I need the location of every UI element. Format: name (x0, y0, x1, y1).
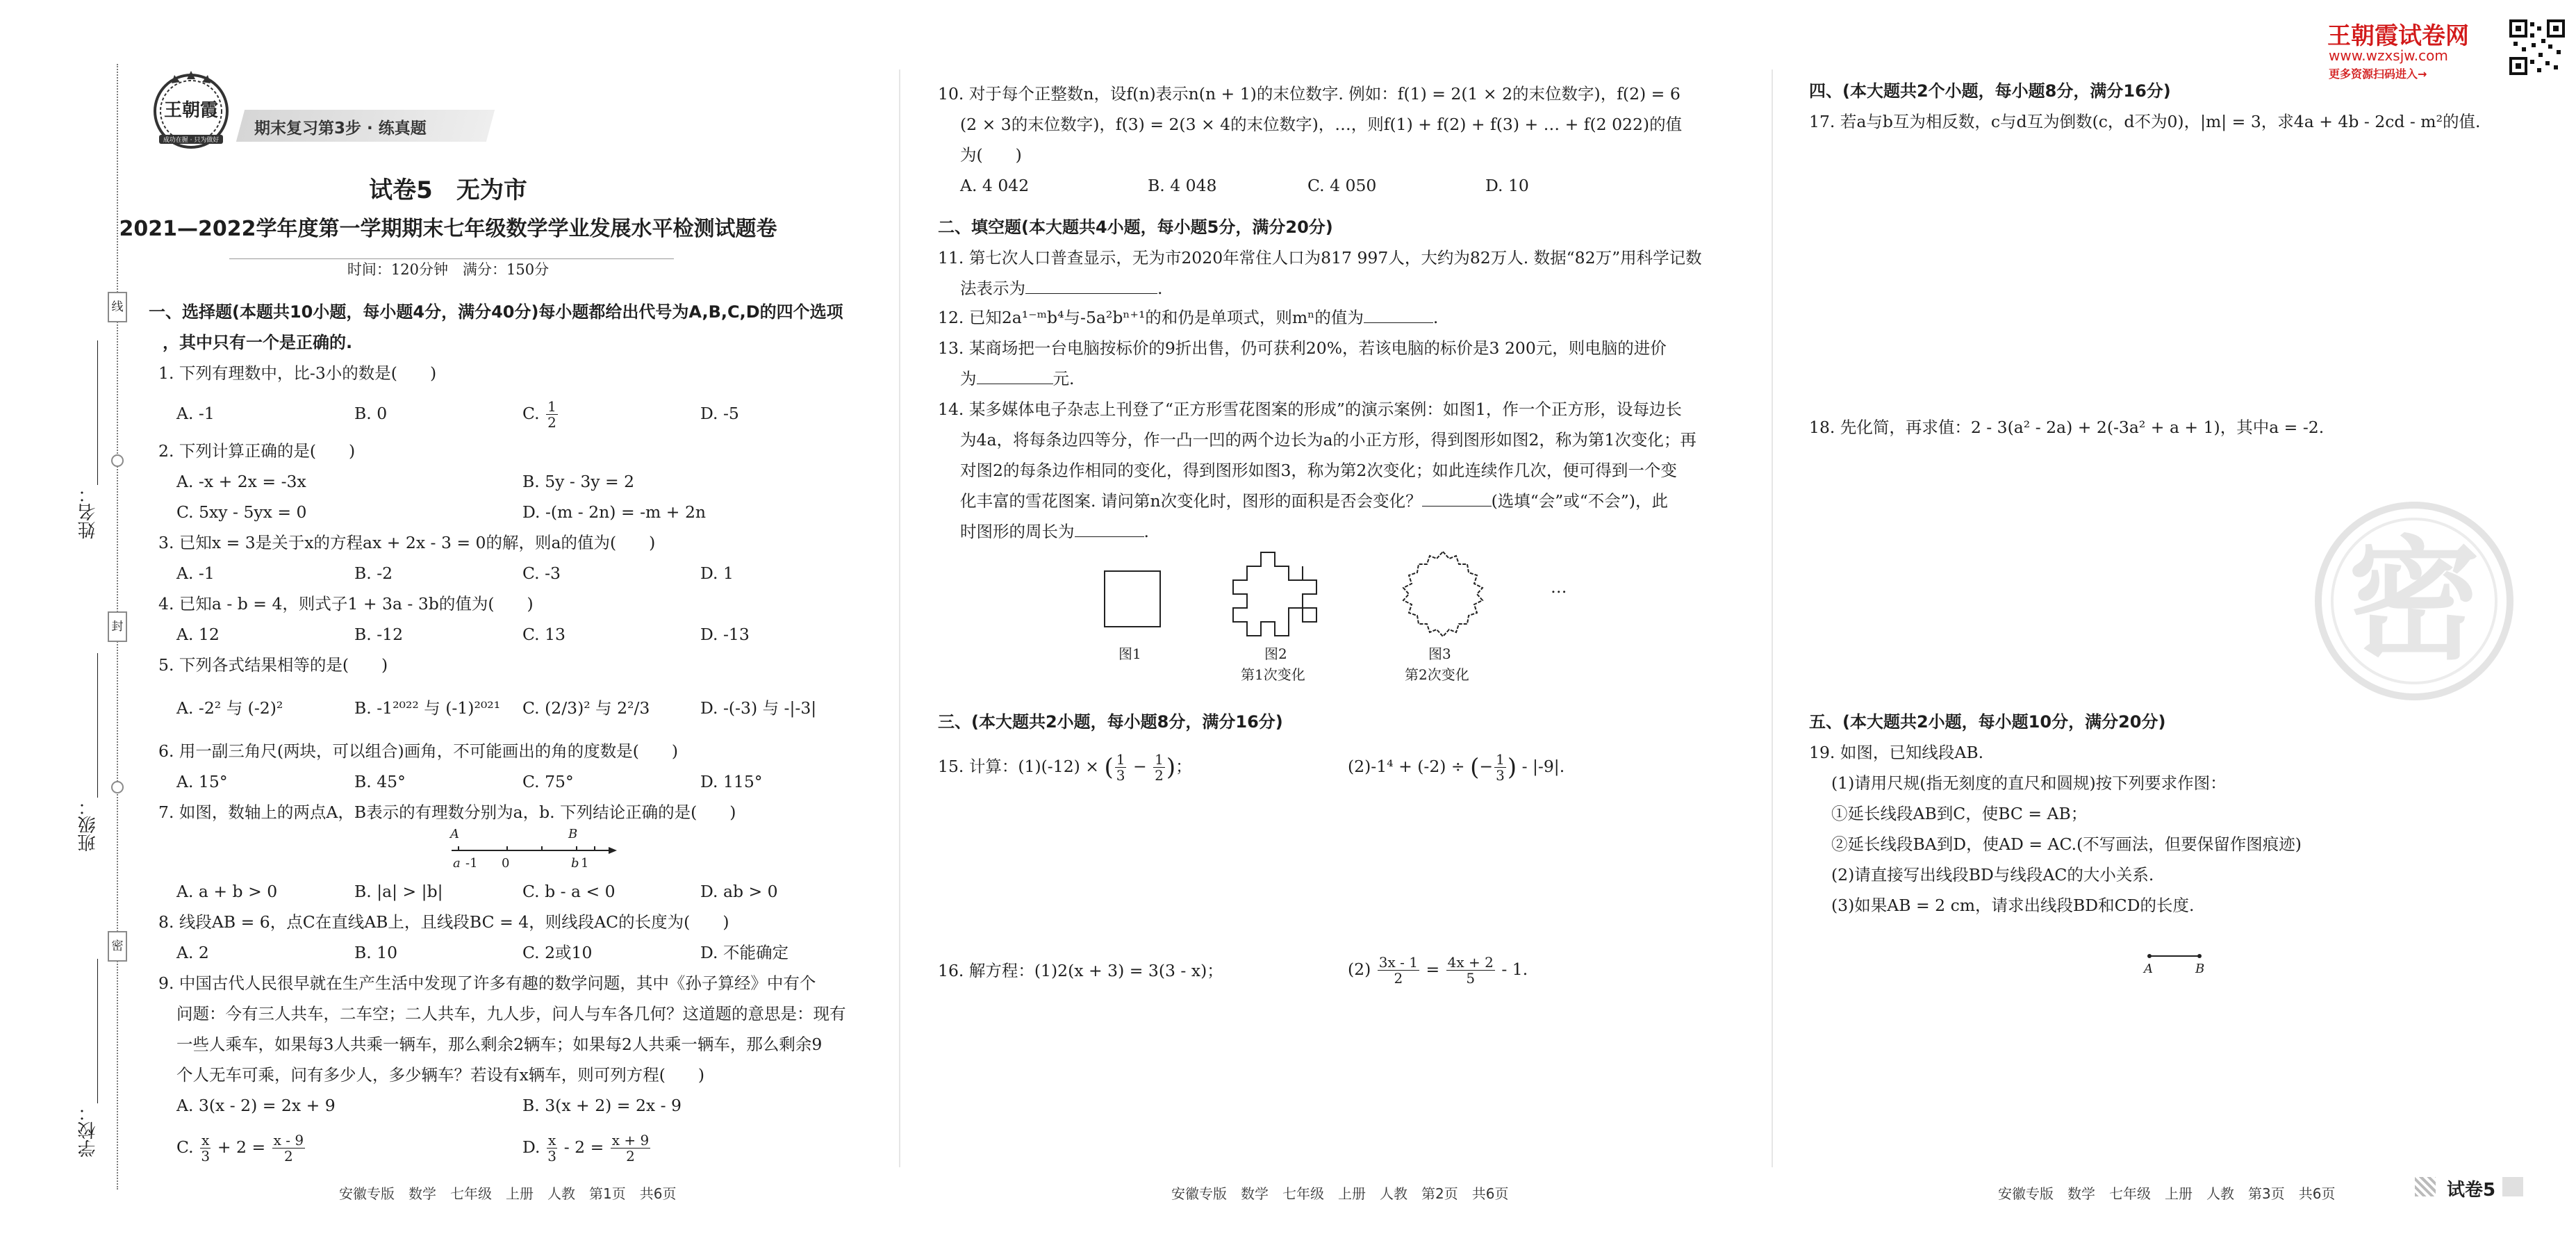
axis-point-a: A (450, 827, 459, 841)
q10-line3: 为( ) (960, 145, 1022, 165)
q19-stem: 19. 如图，已知线段AB. (1809, 743, 1984, 762)
q1-option-c: C. $\frac{1}{2}$ (522, 398, 556, 431)
q5-option-c: C. (2/3)² 与 2²/3 (522, 698, 650, 718)
q3-option-a: A. -1 (176, 563, 215, 583)
binding-hole (111, 781, 124, 793)
q9-line4: 个人无车可乘，问有多少人，多少辆车？若设有x辆车，则可列方程( ) (176, 1065, 705, 1085)
q6-option-b: B. 45° (354, 772, 406, 791)
column-divider (1772, 69, 1773, 1167)
axis-label-minus-one: -1 (465, 856, 478, 871)
q12: 12. 已知2a¹⁻ᵐb⁴与-5a²bⁿ⁺¹的和仍是单项式，则mⁿ的值为 . (938, 308, 1439, 327)
q9-line2: 问题：今有三人共车，二车空；二人共车，九人步，问人与车各几何？这道题的意思是：现有 (176, 1004, 846, 1023)
q10-option-b: B. 4 048 (1148, 176, 1217, 195)
q1-stem: 1. 下列有理数中，比-3小的数是( ) (158, 363, 437, 383)
number-line-figure (445, 827, 625, 875)
q5-option-b: B. -1²⁰²² 与 (-1)²⁰²¹ (354, 698, 501, 718)
q7-stem: 7. 如图，数轴上的两点A，B表示的有理数分别为a，b. 下列结论正确的是( ) (158, 802, 736, 822)
exam-meta: 时间：120分钟 满分：150分 (0, 258, 896, 279)
section1-heading: 一、选择题(本题共10小题，每小题4分，满分40分)每小题都给出代号为A,B,C,D的四个选项 (149, 302, 843, 322)
q3-option-c: C. -3 (522, 563, 561, 583)
q4-option-c: C. 13 (522, 625, 565, 644)
q4-option-d: D. -13 (700, 625, 750, 644)
q18: 18. 先化简，再求值：2 - 3(a² - 2a) + 2(-3a² + a + 1)，其中a = -2. (1809, 418, 2325, 437)
q16-part1: 16. 解方程：(1)2(x + 3) = 3(3 - x)； (938, 961, 1223, 980)
q2-stem: 2. 下列计算正确的是( ) (158, 441, 356, 461)
binding-hole (111, 454, 124, 467)
q3-stem: 3. 已知x = 3是关于x的方程ax + 2x - 3 = 0的解，则a的值为( ) (158, 533, 656, 552)
q9-option-d: D. $\frac{x}{3}$ - 2 = $\frac{x + 9}{2}$ (522, 1132, 650, 1164)
q10-line1: 10. 对于每个正整数n，设f(n)表示n(n + 1)的末位数字. 例如：f(1) = 2(1 × 2的末位数字)，f(2) = 6 (938, 84, 1681, 104)
binding-tag-seal: 封 (108, 611, 127, 642)
q11-line2: 法表示为 . (960, 279, 1163, 298)
q13-line1: 13. 某商场把一台电脑按标价的9折出售，仍可获利20%，若该电脑的标价是3 200元，则电脑的进价 (938, 338, 1667, 358)
q5-option-d: D. -(-3) 与 -|-3| (700, 698, 817, 718)
figure-3-snowflake (1396, 548, 1489, 641)
q6-option-d: D. 115° (700, 772, 763, 791)
review-banner-text: 期末复习第3步 · 练真题 (254, 120, 427, 138)
corner-block (2502, 1177, 2523, 1196)
q8-option-a: A. 2 (176, 943, 209, 962)
q19-part1: (1)请用尺规(指无刻度的直尺和圆规)按下列要求作图： (1831, 773, 2227, 793)
name-label: 姓名：________________ (78, 340, 99, 539)
q7-option-b: B. |a| > |b| (354, 882, 443, 901)
brand-logo (149, 68, 233, 151)
figure-3-subcaption: 第2次变化 (1405, 666, 1469, 683)
figure-ellipsis: … (1551, 577, 1567, 597)
section1-heading-cont: ，其中只有一个是正确的. (163, 333, 353, 352)
q9-option-a: A. 3(x - 2) = 2x + 9 (176, 1096, 336, 1115)
watermark-character: 密 (2347, 524, 2480, 677)
q8-option-d: D. 不能确定 (700, 943, 789, 962)
q1-option-a: A. -1 (176, 404, 215, 423)
site-promo: 更多资源扫码进入→ (2329, 67, 2427, 81)
q1-option-b: B. 0 (354, 404, 388, 423)
q3-option-b: B. -2 (354, 563, 393, 583)
binding-tag-line: 线 (108, 292, 127, 322)
exam-subtitle: 2021—2022学年度第一学期期末七年级数学学业发展水平检测试题卷 (119, 217, 777, 241)
q15-part2: (2)-1⁴ + (-2) ÷ (− $\frac{1}{3}$ ) - |-9|. (1348, 751, 1565, 784)
q11-line1: 11. 第七次人口普查显示，无为市2020年常住人口为817 997人，大约为82万人. 数据“82万”用科学记数 (938, 248, 1702, 267)
q10-option-a: A. 4 042 (960, 176, 1030, 195)
section5-heading: 五、(本大题共2小题，每小题10分，满分20分) (1809, 712, 2166, 732)
q16-part2: (2) $\frac{3x - 1}{2}$ = $\frac{4x + 2}{5}$ - 1. (1348, 954, 1528, 987)
q1-option-d: D. -5 (700, 404, 739, 423)
figure-3-caption: 图3 (1428, 645, 1451, 662)
figure-1-square (1103, 570, 1162, 628)
q2-option-a: A. -x + 2x = -3x (176, 472, 306, 491)
q4-stem: 4. 已知a - b = 4，则式子1 + 3a - 3b的值为( ) (158, 594, 534, 614)
confidential-watermark (2313, 500, 2515, 702)
figure-2-subcaption: 第1次变化 (1241, 666, 1305, 683)
q9-line3: 一些人乘车，如果每3人共乘一辆车，那么剩余2辆车；如果每2人共乘一辆车，那么剩余9 (176, 1035, 823, 1054)
q9-line1: 9. 中国古代人民很早就在生产生活中发现了许多有趣的数学问题，其中《孙子算经》中有个 (158, 973, 816, 993)
q6-stem: 6. 用一副三角尺(两块，可以组合)画角，不可能画出的角的度数是( ) (158, 741, 679, 761)
q7-option-d: D. ab > 0 (700, 882, 778, 901)
exam-title: 试卷5 无为市 (369, 176, 527, 204)
answer-blank[interactable] (1422, 506, 1492, 507)
corner-pattern-icon (2415, 1177, 2436, 1196)
page3-footer: 安徽专版 数学 七年级 上册 人教 第3页 共6页 (1998, 1185, 2336, 1202)
q13-line2: 为 元. (960, 369, 1075, 388)
q5-stem: 5. 下列各式结果相等的是( ) (158, 655, 388, 675)
q10-option-c: C. 4 050 (1307, 176, 1377, 195)
axis-label-one: 1 (581, 856, 589, 871)
page2-footer: 安徽专版 数学 七年级 上册 人教 第2页 共6页 (1171, 1185, 1509, 1202)
answer-blank[interactable] (1364, 322, 1433, 323)
axis-label-a: a (453, 856, 461, 871)
qr-code-icon[interactable] (2509, 19, 2565, 75)
q2-option-c: C. 5xy - 5yx = 0 (176, 502, 307, 522)
segment-point-b: B (2195, 962, 2205, 976)
segment-point-a: A (2144, 962, 2153, 976)
q19-part2: (2)请直接写出线段BD与线段AC的大小关系. (1831, 865, 2154, 884)
q19-part3: (3)如果AB = 2 cm，请求出线段BD和CD的长度. (1831, 896, 2195, 915)
q10-option-d: D. 10 (1485, 176, 1529, 195)
q9-option-b: B. 3(x + 2) = 2x - 9 (522, 1096, 682, 1115)
q3-option-d: D. 1 (700, 563, 734, 583)
logo-text: 王朝霞 (163, 100, 218, 121)
q14-line4: 化丰富的雪花图案. 请问第n次变化时，图形的面积是否会变化？ (选填“会”或“不会”)，此 (960, 491, 1668, 511)
axis-point-b: B (568, 827, 578, 841)
section2-heading: 二、填空题(本大题共4小题，每小题5分，满分20分) (938, 217, 1333, 237)
q8-stem: 8. 线段AB = 6，点C在直线AB上，且线段BC = 4，则线段AC的长度为( ) (158, 912, 729, 932)
q17: 17. 若a与b互为相反数，c与d互为倒数(c，d不为0)，|m| = 3，求4a + 4b - 2cd - m²的值. (1809, 112, 2481, 131)
section3-heading: 三、(本大题共2小题，每小题8分，满分16分) (938, 712, 1283, 732)
q14-line1: 14. 某多媒体电子杂志上刊登了“正方形雪花图案的形成”的演示案例：如图1，作一个正方形，设每边长 (938, 400, 1682, 419)
q5-option-a: A. -2² 与 (-2)² (176, 698, 283, 718)
figure-2-caption: 图2 (1264, 645, 1287, 662)
q2-option-b: B. 5y - 3y = 2 (522, 472, 635, 491)
class-label: 班级：________________ (78, 653, 99, 852)
segment-ab-figure (2140, 950, 2209, 985)
answer-blank[interactable] (1075, 536, 1144, 537)
q15-part1: 15. 计算：(1)(-12) × ( $\frac{1}{3}$ − $\frac{1}{2}$ )； (938, 751, 1192, 784)
q8-option-b: B. 10 (354, 943, 398, 962)
exam-number-tag: 试卷5 (2447, 1180, 2496, 1201)
q19-part1a: ①延长线段AB到C，使BC = AB； (1831, 804, 2088, 823)
q9-option-c: C. $\frac{x}{3}$ + 2 = $\frac{x - 9}{2}$ (176, 1132, 304, 1164)
page1-footer: 安徽专版 数学 七年级 上册 人教 第1页 共6页 (339, 1185, 677, 1202)
q4-option-b: B. -12 (354, 625, 404, 644)
axis-label-zero: 0 (502, 856, 510, 871)
column-divider (899, 69, 900, 1167)
binding-tag-secret: 密 (108, 931, 127, 962)
q2-option-d: D. -(m - 2n) = -m + 2n (522, 502, 707, 522)
q14-line5: 时图形的周长为 . (960, 522, 1149, 541)
figure-2-snowflake (1230, 549, 1320, 639)
section4-heading: 四、(本大题共2个小题，每小题8分，满分16分) (1809, 81, 2171, 101)
q7-option-c: C. b - a < 0 (522, 882, 616, 901)
figure-1-caption: 图1 (1118, 645, 1141, 662)
axis-label-b: b (571, 856, 579, 871)
answer-blank[interactable] (1025, 293, 1157, 294)
q4-option-a: A. 12 (176, 625, 220, 644)
q10-line2: (2 × 3的末位数字)，f(3) = 2(3 × 4的末位数字)，…，则f(1) + f(2) + f(3) + … + f(2 022)的值 (960, 115, 1683, 134)
site-name: 王朝霞试卷网 (2327, 22, 2469, 50)
school-label: 学校：________________ (78, 959, 99, 1158)
q19-part1b: ②延长线段BA到D，使AD = AC.(不写画法，但要保留作图痕迹) (1831, 834, 2302, 854)
q14-line3: 对图2的每条边作相同的变化，得到图形如图3，称为第2次变化；如此连续作几次，便可得到一个变 (960, 461, 1677, 480)
q6-option-a: A. 15° (176, 772, 228, 791)
site-url[interactable]: www.wzxsjw.com (2329, 47, 2448, 64)
q8-option-c: C. 2或10 (522, 943, 593, 962)
q6-option-c: C. 75° (522, 772, 574, 791)
q14-line2: 为4a，将每条边四等分，作一凸一凹的两个边长为a的小正方形，得到图形如图2，称为第1次变化；再 (960, 430, 1696, 450)
q7-option-a: A. a + b > 0 (176, 882, 278, 901)
logo-subtext: 成功在握 · 只为做好 (159, 135, 223, 144)
